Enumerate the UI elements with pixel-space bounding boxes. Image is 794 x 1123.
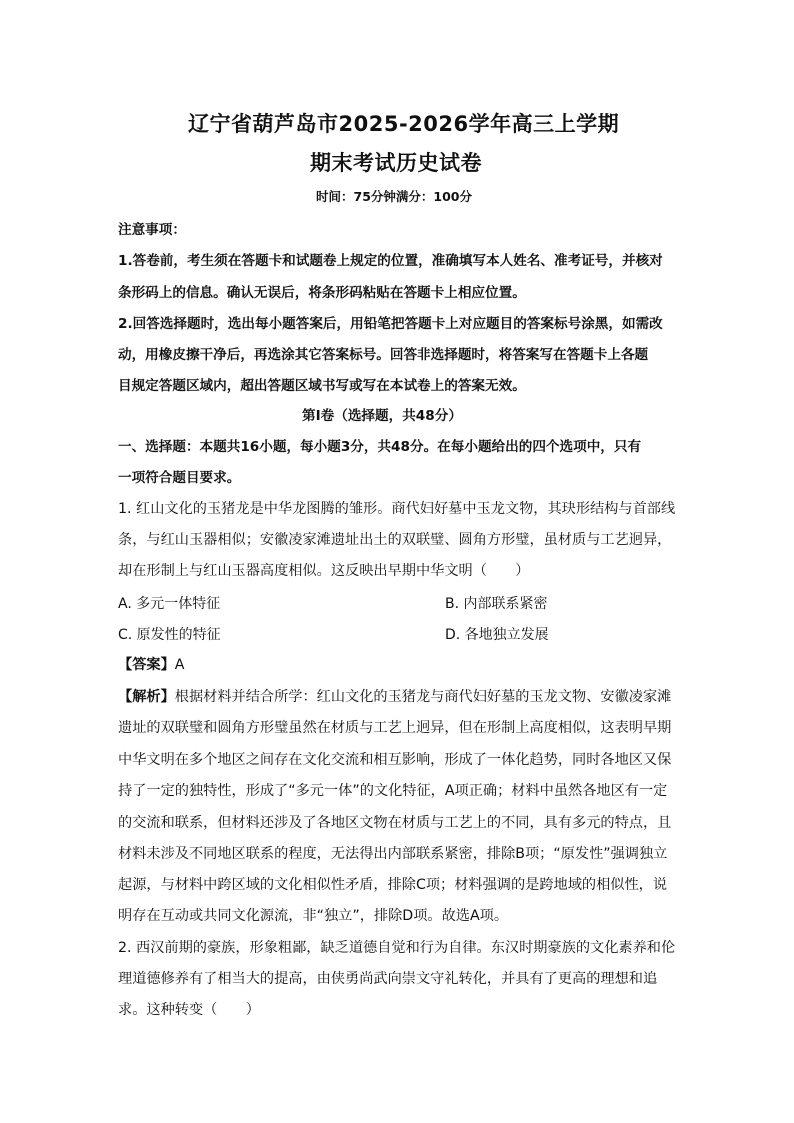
notes-item2-line1: 2.回答选择题时，选出每小题答案后，用铅笔把答题卡上对应题目的答案标号涂黑，如需改 (118, 316, 663, 332)
q1-analysis-line8: 明存在互动或共同文化源流，非“独立”，排除D项。故选A项。 (118, 908, 509, 924)
section-instruction-line2: 一项符合题目要求。 (118, 470, 241, 486)
q1-option-c: C. 原发性的特征 (118, 627, 221, 643)
notes-heading: 注意事项： (118, 222, 186, 238)
notes-item2-line3: 目规定答题区域内，超出答题区域书写或写在本试卷上的答案无效。 (118, 378, 526, 394)
q1-stem-line1: 1. 红山文化的玉猪龙是中华龙图腾的雏形。商代妇好墓中玉龙文物，其玦形结构与首部线 (118, 501, 676, 517)
notes-item2-line2: 动，用橡皮擦干净后，再选涂其它答案标号。回答非选择题时，将答案写在答题卡上各题 (118, 347, 649, 363)
exam-title-line2: 期末考试历史试卷 (310, 151, 482, 175)
q1-option-a: A. 多元一体特征 (118, 596, 221, 612)
q1-stem-line2: 条，与红山玉器相似；安徽凌家滩遗址出土的双联璧、圆角方形璧，虽材质与工艺迥异， (118, 532, 672, 548)
q1-analysis-line7: 起源，与材料中跨区域的文化相似性矛盾，排除C项；材料强调的是跨地域的相似性，说 (118, 877, 668, 893)
q1-option-b: B. 内部联系紧密 (445, 596, 548, 612)
analysis-text-first: 根据材料并结合所学：红山文化的玉猪龙与商代妇好墓的玉龙文物、安徽凌家滩 (174, 689, 672, 705)
answer-label: 【答案】 (118, 657, 175, 673)
analysis-label: 【解析】 (118, 689, 175, 705)
q1-stem-line3: 却在形制上与红山玉器高度相似。这反映出早期中华文明（ ） (118, 563, 530, 579)
exam-time-info: 时间：75分钟满分：100分 (316, 189, 472, 204)
q2-stem-line1: 2. 西汉前期的豪族，形象粗鄙，缺乏道德自觉和行为自律。东汉时期豪族的文化素养和伦 (118, 940, 676, 956)
q2-stem-line2: 理道德修养有了相当大的提高，由侠勇尚武向崇文守礼转化，并具有了更高的理想和追 (118, 971, 658, 987)
answer-value: A (174, 657, 185, 673)
q1-analysis-line3: 中华文明在多个地区之间存在文化交流和相互影响，形成了一体化趋势，同时各地区又保 (118, 752, 672, 768)
q1-analysis-line5: 的交流和联系，但材料还涉及了各地区文物在材质与工艺上的不同，具有多元的特点，且 (118, 815, 672, 831)
q1-analysis-line4: 持了一定的独特性，形成了“多元一体”的文化特征，A项正确；材料中虽然各地区有一定 (118, 783, 668, 799)
q1-answer (118, 654, 184, 674)
q1-analysis-line6: 材料未涉及不同地区联系的程度，无法得出内部联系紧密，排除B项；“原发性”强调独立 (118, 846, 668, 862)
part-title: 第Ⅰ卷（选择题，共48分） (302, 408, 462, 424)
notes-item1-line2: 条形码上的信息。确认无误后，将条形码粘贴在答题卡上相应位置。 (118, 285, 526, 301)
section-instruction-line1: 一、选择题：本题共16小题，每小题3分，共48分。在每小题给出的四个选项中，只有 (118, 439, 642, 455)
exam-title-line1: 辽宁省葫芦岛市2025-2026学年高三上学期 (188, 112, 620, 136)
q1-option-d: D. 各地独立发展 (445, 627, 549, 643)
q1-analysis-line1 (118, 686, 671, 706)
q2-stem-line3: 求。这种转变（ ） (118, 1002, 260, 1018)
q1-analysis-line2: 遗址的双联璧和圆角方形璧虽然在材质与工艺上迥异，但在形制上高度相似，这表明早期 (118, 720, 672, 736)
notes-item1-line1: 1.答卷前，考生须在答题卡和试题卷上规定的位置，准确填写本人姓名、准考证号，并核对 (118, 253, 663, 269)
